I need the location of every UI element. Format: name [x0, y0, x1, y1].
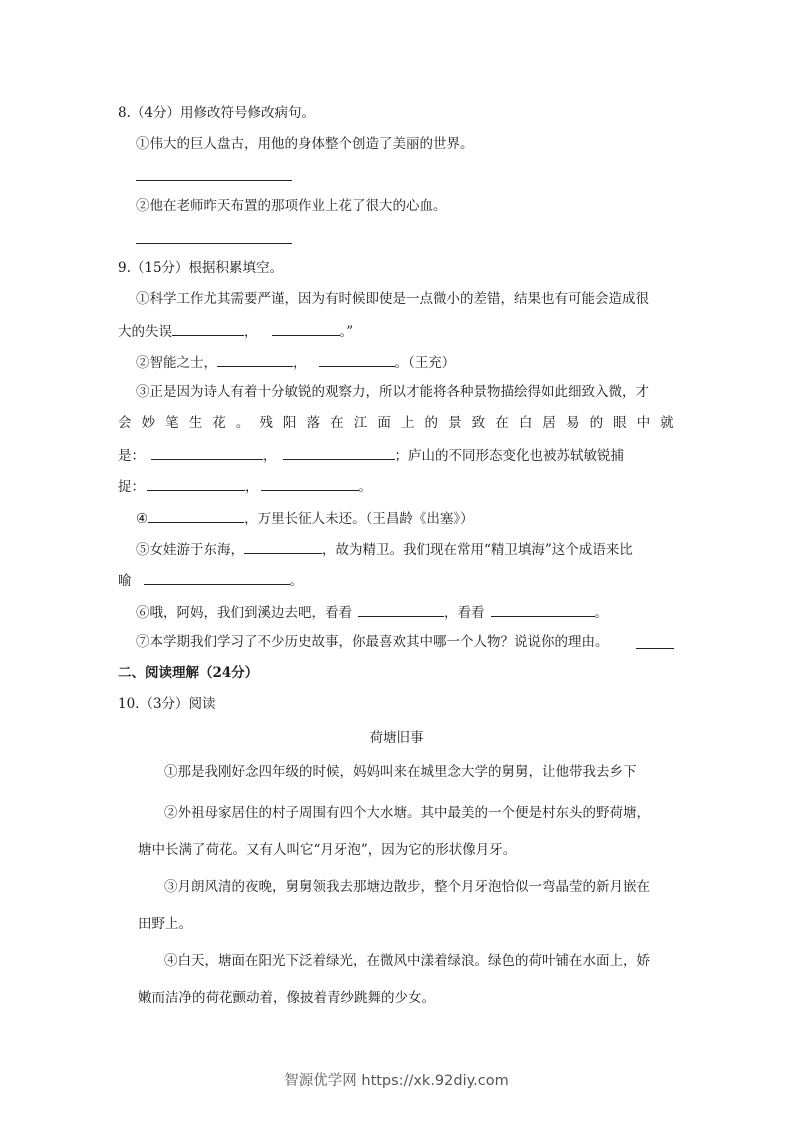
- item-text: 大的失误: [118, 324, 172, 340]
- fill-blank[interactable]: [148, 507, 244, 523]
- fill-blank[interactable]: [244, 538, 322, 554]
- question-9-item-4: [136, 507, 474, 529]
- fill-blank[interactable]: [491, 601, 595, 617]
- justified-char: 面: [377, 415, 391, 431]
- passage-paragraph-2-line-1: ②外祖母家居住的村子周围有四个大水塘。其中最美的一个便是村东头的野荷塘，: [164, 805, 650, 821]
- justified-char: 景: [448, 415, 462, 431]
- fill-blank[interactable]: [217, 351, 293, 367]
- justified-char: 生: [188, 415, 203, 431]
- item-text: 。: [594, 605, 608, 621]
- passage-paragraph-3-line-2: 田野上。: [138, 916, 192, 932]
- item-text: 。”: [339, 324, 354, 340]
- item-text: 。（王充）: [394, 355, 456, 371]
- justified-char: 居: [542, 415, 556, 431]
- item-text: ，: [263, 448, 277, 464]
- fill-blank[interactable]: [319, 351, 395, 367]
- justified-char: 阳: [283, 415, 297, 431]
- answer-line: [636, 648, 674, 649]
- fill-blank[interactable]: [151, 444, 263, 460]
- fill-blank[interactable]: [358, 601, 444, 617]
- justified-char: 白: [518, 415, 533, 431]
- answer-line: [136, 243, 292, 244]
- fill-blank[interactable]: [272, 320, 340, 336]
- question-9-item-3-line-1: ③正是因为诗人有着十分敏锐的观察力，所以才能将各种景物描绘得如此细致入微，才: [136, 384, 649, 400]
- justified-char: 妙: [141, 415, 156, 431]
- question-9-item-7: ⑦本学期我们学习了不少历史故事，你最喜欢其中哪一个人物？说说你的理由。: [136, 634, 609, 650]
- passage-paragraph-3-line-1: ③月朗风清的夜晚，舅舅领我去那塘边散步，整个月牙泡恰似一弯晶莹的新月嵌在: [164, 879, 650, 895]
- item-text: ，看看: [444, 605, 485, 621]
- question-9-item-5-line-2: [118, 569, 303, 591]
- justified-char: 落: [306, 415, 321, 431]
- item-text: ，: [245, 479, 259, 495]
- question-8-sentence-2: ②他在老师昨天布置的那项作业上花了很大的心血。: [136, 198, 447, 214]
- justified-char: 致: [471, 415, 486, 431]
- justified-char: 的: [589, 415, 604, 431]
- passage-paragraph-2-line-2: 塘中长满了荷花。又有人叫它“月牙泡”，因为它的形状像月牙。: [138, 842, 517, 858]
- question-9-item-5-line-1: [136, 538, 633, 560]
- item-text: ⑤女娃游于东海，: [136, 542, 244, 558]
- fill-blank[interactable]: [261, 475, 359, 491]
- justified-char: 易: [565, 415, 580, 431]
- justified-char: 花: [212, 415, 226, 431]
- justified-char: 在: [330, 415, 344, 431]
- justified-char: 中: [636, 415, 651, 431]
- item-text: 。: [358, 479, 372, 495]
- item-text: 捉：: [118, 479, 145, 495]
- question-9-item-2: [136, 351, 455, 373]
- question-10-stem: 10.（3分）阅读: [118, 696, 216, 712]
- justified-char: 在: [495, 415, 509, 431]
- item-text: 。: [289, 573, 303, 589]
- question-9-item-1-line-1: ①科学工作尤其需要严谨，因为有时候即使是一点微小的差错，结果也有可能会造成很: [136, 291, 649, 307]
- fill-blank[interactable]: [147, 475, 245, 491]
- justified-char: 江: [353, 415, 368, 431]
- fill-blank[interactable]: [172, 320, 244, 336]
- question-9-item-6: [136, 601, 608, 623]
- justified-char: 就: [660, 415, 674, 431]
- item-text: ；庐山的不同形态变化也被苏轼敏锐捕: [394, 448, 624, 464]
- item-text: ，故为精卫。我们现在常用“精卫填海”这个成语来比: [322, 542, 633, 558]
- justified-char: 笔: [165, 415, 179, 431]
- passage-paragraph-1: ①那是我刚好念四年级的时候，妈妈叫来在城里念大学的舅舅，让他带我去乡下: [164, 764, 637, 780]
- question-9-item-3-line-4: [118, 475, 372, 497]
- item-text: ⑥哦，阿妈，我们到溪边去吧，看看: [136, 605, 352, 621]
- question-8-stem: 8.（4分）用修改符号修改病句。: [118, 105, 315, 121]
- justified-char: 眼: [613, 415, 627, 431]
- question-9-item-3-line-3: [118, 444, 624, 466]
- question-9-stem: 9.（15分）根据积累填空。: [118, 260, 284, 276]
- item-text: 喻: [118, 573, 132, 589]
- item-text: ，: [244, 324, 258, 340]
- justified-char: 残: [259, 415, 273, 431]
- passage-paragraph-4-line-2: 嫩而洁净的荷花颤动着，像披着青纱跳舞的少女。: [138, 990, 435, 1006]
- question-9-item-1-line-2: [118, 320, 353, 342]
- item-text: ，万里长征人未还。（王昌龄《出塞》）: [244, 511, 474, 527]
- justified-char: 会: [118, 415, 132, 431]
- footer-watermark: 智源优学网 https://xk.92diy.com: [284, 1073, 509, 1089]
- fill-blank[interactable]: [283, 444, 395, 460]
- item-text: ④: [136, 511, 149, 527]
- item-text: ②智能之士，: [136, 355, 217, 371]
- fill-blank[interactable]: [144, 569, 290, 585]
- item-text: 是：: [118, 448, 145, 464]
- item-text: ，: [293, 355, 307, 371]
- justified-char: 的: [424, 415, 439, 431]
- justified-char: 。: [235, 415, 250, 431]
- passage-paragraph-4-line-1: ④白天，塘面在阳光下泛着绿光，在微风中漾着绿浪。绿色的荷叶铺在水面上，娇: [164, 953, 650, 969]
- passage-title: 荷塘旧事: [369, 730, 424, 746]
- answer-line: [136, 180, 292, 181]
- question-9-item-3-line-2: [118, 413, 674, 433]
- justified-char: 上: [400, 415, 415, 431]
- section-heading: 二、阅读理解（24分）: [118, 665, 259, 681]
- question-8-sentence-1: ①伟大的巨人盘古，用他的身体整个创造了美丽的世界。: [136, 136, 474, 152]
